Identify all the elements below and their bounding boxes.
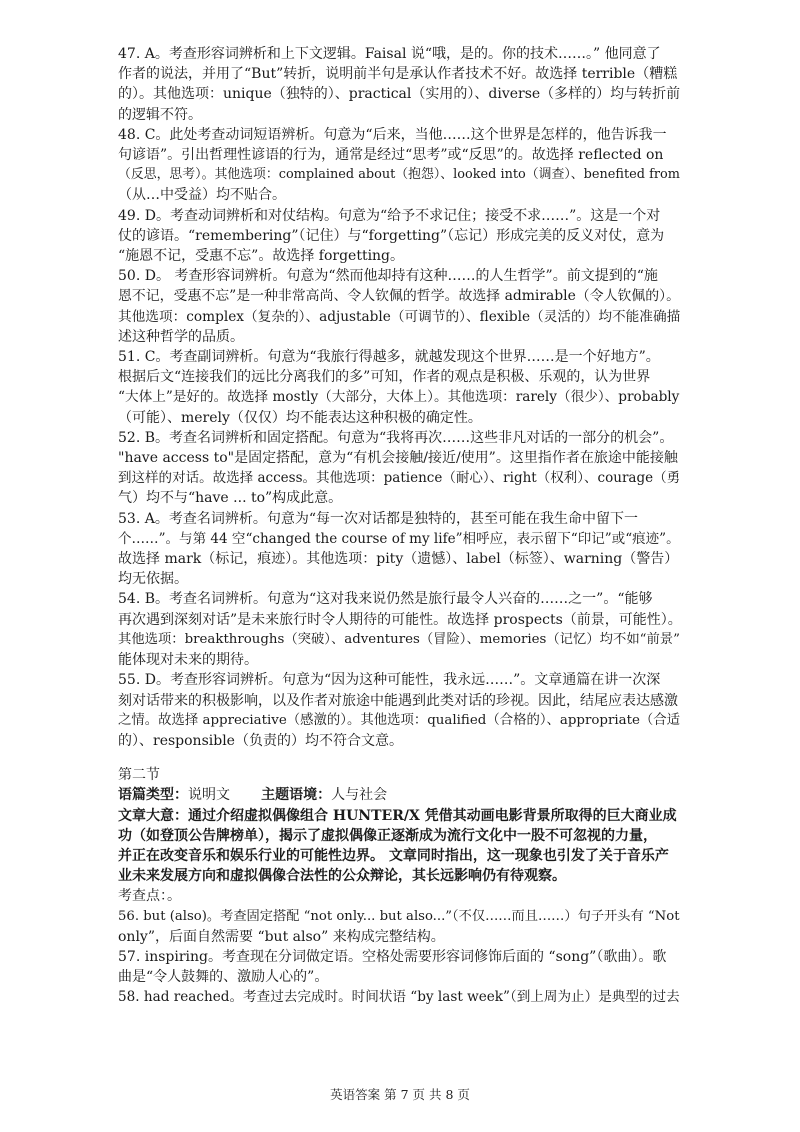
answer-item-47 (118, 44, 683, 125)
text-line: 50. D。 考查形容词辨析。句意为“然而他却持有这种……的人生哲学”。前文提到的“施 (118, 268, 658, 285)
section-gap (118, 751, 683, 765)
answer-item-55 (118, 670, 683, 751)
answer-item-52 (118, 428, 683, 509)
text-line: only”，后面自然需要 “but also” 来构成完整结构。 (118, 928, 445, 945)
article-summary (118, 806, 683, 887)
text-line: 均无依据。 (118, 571, 188, 588)
text-line: 功（如登顶公告牌榜单），揭示了虚拟偶像正逐渐成为流行文化中一股不可忽视的力量， (118, 827, 657, 844)
text-line: 的）。其他选项：unique（独特的）、practical（实用的）、diverse（多样的）均与转折前 (118, 86, 681, 103)
text-line: 58. had reached。考查过去完成时。时间状语 “by last week”（到上周为止）是典型的过去 (118, 989, 680, 1006)
answer-item-50 (118, 266, 683, 347)
text-line: 54. B。考查名词辨析。句意为“这对我来说仍然是旅行最令人兴奋的……之一”。“能够 (118, 591, 653, 608)
text-line: 句谚语”。引出哲理性谚语的行为，通常是经过“思考”或“反思”的。故选择 reflected on (118, 147, 664, 164)
text-line: 能体现对未来的期待。 (118, 652, 258, 669)
text-line: 述这种哲学的品质。 (118, 328, 244, 345)
answer-item-56 (118, 907, 683, 947)
text-line: 根据后文“连接我们的远比分离我们的多”可知，作者的观点是积极、乐观的，认为世界 (118, 369, 651, 386)
text-line: 的逻辑不符。 (118, 106, 202, 123)
text-line: 51. C。考查副词辨析。句意为“我旅行得越多，就越发现这个世界……是一个好地方”。 (118, 349, 660, 366)
text-line: 仗的谚语。“remembering”（记住）与“forgetting”（忘记）形成完美的反义对仗，意为 (118, 227, 665, 244)
text-line: 47. A。考查形容词辨析和上下文逻辑。Faisal 说“哦，是的。你的技术……。” 他同意了 (118, 46, 661, 62)
text-type-value: 说明文 (188, 787, 230, 804)
text-line: 57. inspiring。考查现在分词做定语。空格处需要形容词修饰后面的 “song”（歌曲）。歌 (118, 948, 667, 965)
text-line: "have access to"是固定搭配，意为“有机会接触/接近/使用”。这里指作者在旅途中能接触 (118, 450, 678, 467)
answer-item-48 (118, 125, 683, 206)
answer-item-57 (118, 947, 683, 987)
text-line: 故选择 mark（标记，痕迹）。其他选项：pity（遗憾）、label（标签）、warning（警告） (118, 551, 679, 568)
test-points-label: 考查点：。 (118, 888, 181, 905)
text-line: （可能）、merely（仅仅）均不能表达这种积极的确定性。 (118, 409, 482, 426)
text-type-label: 语篇类型： (118, 787, 188, 804)
page-footer: 英语答案 第 7 页 共 8 页 (330, 1087, 470, 1102)
text-line: 其他选项：breakthroughs（突破）、adventures（冒险）、memories（记忆）均不如“前景” (118, 631, 680, 647)
text-line: 气）均不与“have ... to”构成此意。 (118, 490, 343, 507)
text-line: （反思，思考）。其他选项：complained about（抱怨）、looked into（调查）、benefited from (118, 167, 680, 183)
text-line: 53. A。考查名词辨析。句意为“每一次对话都是独特的，甚至可能在我生命中留下一 (118, 510, 638, 527)
text-line: 到这样的对话。故选择 access。其他选项：patience（耐心）、right（权利）、courage（勇 (118, 470, 681, 487)
section-meta (118, 785, 683, 805)
answer-item-53 (118, 509, 683, 590)
text-line: 的）、responsible（负责的）均不符合文意。 (118, 732, 403, 749)
test-points (118, 886, 683, 906)
text-line: 49. D。考查动词辨析和对仗结构。句意为“给予不求记住；接受不求……”。这是一个对 (118, 207, 661, 224)
text-line: 刻对话带来的积极影响，以及作者对旅途中能遇到此类对话的珍视。因此，结尾应表达感激 (118, 692, 678, 709)
text-line: 56. but (also)。考查固定搭配 “not only... but also...”（不仅……而且……）句子开头有 “Not (118, 908, 680, 924)
text-line: 52. B。考查名词辨析和固定搭配。句意为“我将再次……这些非凡对话的一部分的机会”。 (118, 429, 674, 446)
text-line: 文章大意：通过介绍虚拟偶像组合 HUNTER/X 凭借其动画电影背景所取得的巨大商业成 (118, 807, 677, 824)
text-line: 曲是“令人鼓舞的、激励人心的”。 (118, 969, 329, 986)
text-line: （从…中受益）均不贴合。 (118, 187, 286, 204)
text-line: 55. D。考查形容词辨析。句意为“因为这种可能性，我永远……”。文章通篇在讲一次深 (118, 672, 661, 689)
text-line: “施恩不记，受惠不忘”。故选择 forgetting。 (118, 248, 405, 265)
theme-context-value: 人与社会 (331, 787, 388, 804)
section-header (118, 765, 683, 805)
answer-item-58 (118, 987, 683, 1007)
section-title: 第二节 (118, 767, 160, 784)
text-line: 再次遇到深刻对话”是未来旅行时令人期待的可能性。故选择 prospects（前景，可能性）。 (118, 611, 682, 628)
text-line: 作者的说法，并用了“But”转折，说明前半句是承认作者技术不好。故选择 terrible（糟糕 (118, 66, 678, 83)
theme-context-label: 主题语境： (261, 787, 332, 804)
answer-item-51 (118, 347, 683, 428)
answer-content (118, 44, 683, 1008)
text-line: “大体上”是好的。故选择 mostly（大部分，大体上）。其他选项：rarely（很少）、probably (118, 389, 680, 406)
text-line: 之情。故选择 appreciative（感激的）。其他选项：qualified（合格的）、appropriate（合适 (118, 712, 681, 728)
text-line: 48. C。此处考查动词短语辨析。句意为“后来，当他……这个世界是怎样的，他告诉我一 (118, 126, 667, 143)
answer-item-54 (118, 589, 683, 670)
text-line: 恩不记，受惠不忘”是一种非常高尚、令人钦佩的哲学。故选择 admirable（令人钦佩的）。 (118, 288, 681, 305)
answer-item-49 (118, 206, 683, 267)
text-line: 并正在改变音乐和娱乐行业的可能性边界。 文章同时指出，这一现象也引发了关于音乐产 (118, 847, 669, 864)
text-line: 业未来发展方向和虚拟偶像合法性的公众辩论，其长远影响仍有待观察。 (118, 868, 566, 885)
text-line: 个……”。与第 44 空“changed the course of my life”相呼应，表示留下“印记”或“痕迹”。 (118, 530, 680, 547)
text-line: 其他选项：complex（复杂的）、adjustable（可调节的）、flexible（灵活的）均不能准确描 (118, 308, 681, 325)
